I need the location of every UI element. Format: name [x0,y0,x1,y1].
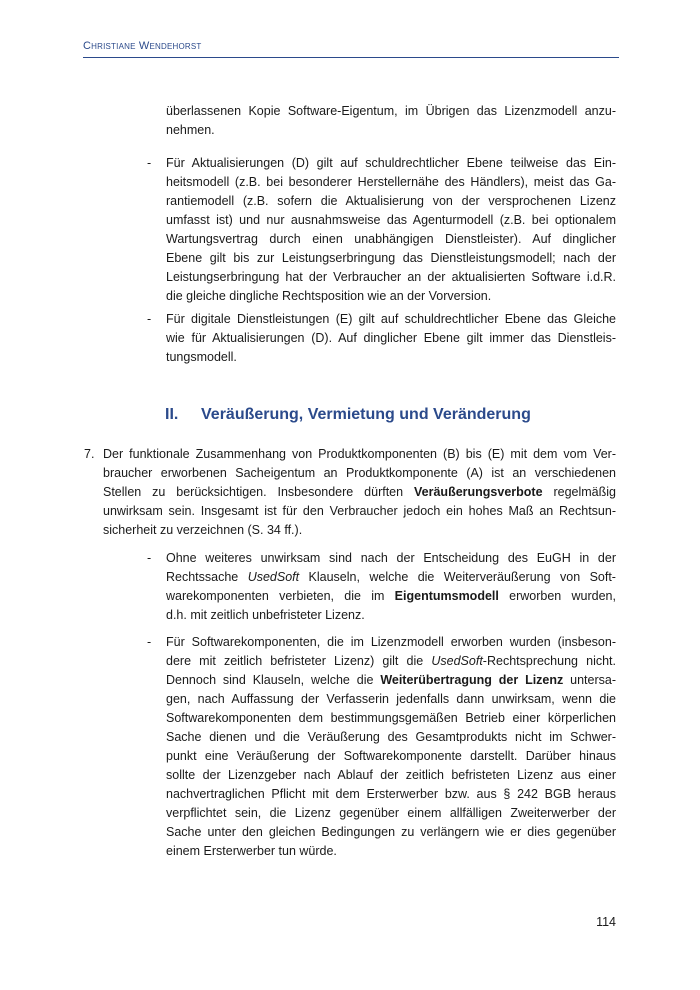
text-line: Leistungserbringung hat der Verbraucher an der aktualisierten Software i.d.R. [166,270,616,284]
text-span: dere mit zeitlich befristeter Lizenz) gilt die [166,654,424,668]
italic-term: UsedSoft [247,570,300,584]
text-line: punkt eine Veräußerung der Softwarekomponente darstellt. Darüber hinaus [166,749,616,763]
text-line: sicherheit zu verzeichnen (S. 34 ff.). [103,523,303,537]
bullet-updates [166,154,616,306]
bold-term: Weiterübertragung der Lizenz [380,673,564,687]
bullet-usedsoft [166,549,616,625]
page-number: 114 [596,915,616,929]
header-author: Christiane Wendehorst [83,40,202,52]
text-line: umfasst ist) und nur ausnahmsweise das Agenturmodell (z.B. bei optionalem [166,213,616,227]
text-line: die gleiche dingliche Rechtsposition wie an der Vorversion. [166,289,492,303]
text-line: gen, nach Auffassung der Verfasserin jedenfalls dann unwirksam, wenn die [166,692,616,706]
bullet-dash: - [147,312,152,326]
text-line [166,568,616,587]
section-number: II. [165,406,179,423]
text-span: erworben wurden, [509,589,616,603]
text-line: heitsmodell (z.B. bei besonderer Herstellernähe des Händlers), meist das Ga- [166,175,616,189]
text-line: Softwarekomponenten dem bestimmungsgemäßen Betrieb einer körperlichen [166,711,616,725]
text-line: unwirksam sein. Insgesamt ist für den Verbraucher jedoch ein hohes Maß an Rechtsun- [103,504,616,518]
text-line: d.h. mit zeitlich unbefristeter Lizenz. [166,608,365,622]
running-header [83,40,619,58]
text-line: Für digitale Dienstleistungen (E) gilt auf schuldrechtlicher Ebene das Gleiche [166,312,616,326]
text-line: Wartungsvertrag durch einen unabhängigen Dienstleister). Auf dinglicher [166,232,616,246]
text-line: Der funktionale Zusammenhang von Produktkomponenten (B) bis (E) mit dem vom Ver- [103,447,616,461]
section-heading [165,406,531,424]
bullet-digital-services [166,310,616,367]
header-rule [83,57,619,58]
text-line: Für Softwarekomponenten, die im Lizenzmodell erworben wurden (insbeson- [166,635,616,649]
bullet-dash: - [147,551,152,565]
paragraph-number: 7. [84,447,95,461]
text-line [103,483,616,502]
bullet-dash: - [147,156,152,170]
paragraph-7 [103,445,616,540]
text-line: Ebene gilt bis zur Leistungserbringung das Dienstleistungsmodell; nach der [166,251,616,265]
bullet-dash: - [147,635,152,649]
text-line: verpflichtet sein, die Lizenz gegenüber einem allfälligen Zweiterwerber der [166,806,616,820]
bold-term: Veräußerungsverbote [414,485,543,499]
text-line: braucher erworbenen Sacheigentum an Produktkomponente (A) ist an verschiedenen [103,466,616,480]
text-line: einem Ersterwerber tun würde. [166,844,337,858]
italic-term: UsedSoft [431,654,483,668]
bold-term: Eigentumsmodell [394,589,499,603]
text-line [166,671,616,690]
text-line [166,587,616,606]
text-span: Dennoch sind Klauseln, welche die [166,673,374,687]
text-line: tungsmodell. [166,350,237,364]
text-line: wie für Aktualisierungen (D). Auf dinglicher Ebene gilt immer das Dienstleis- [166,331,616,345]
text-line: überlassenen Kopie Software-Eigentum, im Übrigen das Lizenzmodell anzu- [166,104,616,118]
text-span: untersa- [570,673,617,687]
text-span: warekomponenten verbieten, die im [166,589,385,603]
text-span: -Rechtsprechung nicht. [482,654,616,668]
text-line: nehmen. [166,123,215,137]
text-span: Klauseln, welche die Weiterveräußerung von Soft- [308,570,616,584]
text-line: nachvertraglichen Pflicht mit dem Ersterwerber bzw. aus § 242 BGB heraus [166,787,616,801]
text-span: Rechtssache [166,570,239,584]
section-title: Veräußerung, Vermietung und Veränderung [201,406,531,423]
continuation-paragraph [166,102,616,140]
text-line: rantiemodell (z.B. sofern die Aktualisierung von der versprochenen Lizenz [166,194,616,208]
text-line: Für Aktualisierungen (D) gilt auf schuldrechtlicher Ebene teilweise das Ein- [166,156,616,170]
text-line: sollte der Lizenzgeber nach Ablauf der zeitlich befristeten Lizenz aus einer [166,768,616,782]
text-line: Ohne weiteres unwirksam sind nach der Entscheidung des EuGH in der [166,551,616,565]
bullet-license-model [166,633,616,861]
text-line [166,652,616,671]
text-span: regelmäßig [553,485,616,499]
text-line: Sache dienen und die Veräußerung des Gesamtprodukts nicht im Schwer- [166,730,616,744]
text-span: Stellen zu berücksichtigen. Insbesondere dürften [103,485,404,499]
text-line: Sache unter den gleichen Bedingungen zu verlängern wie er dies gegenüber [166,825,616,839]
